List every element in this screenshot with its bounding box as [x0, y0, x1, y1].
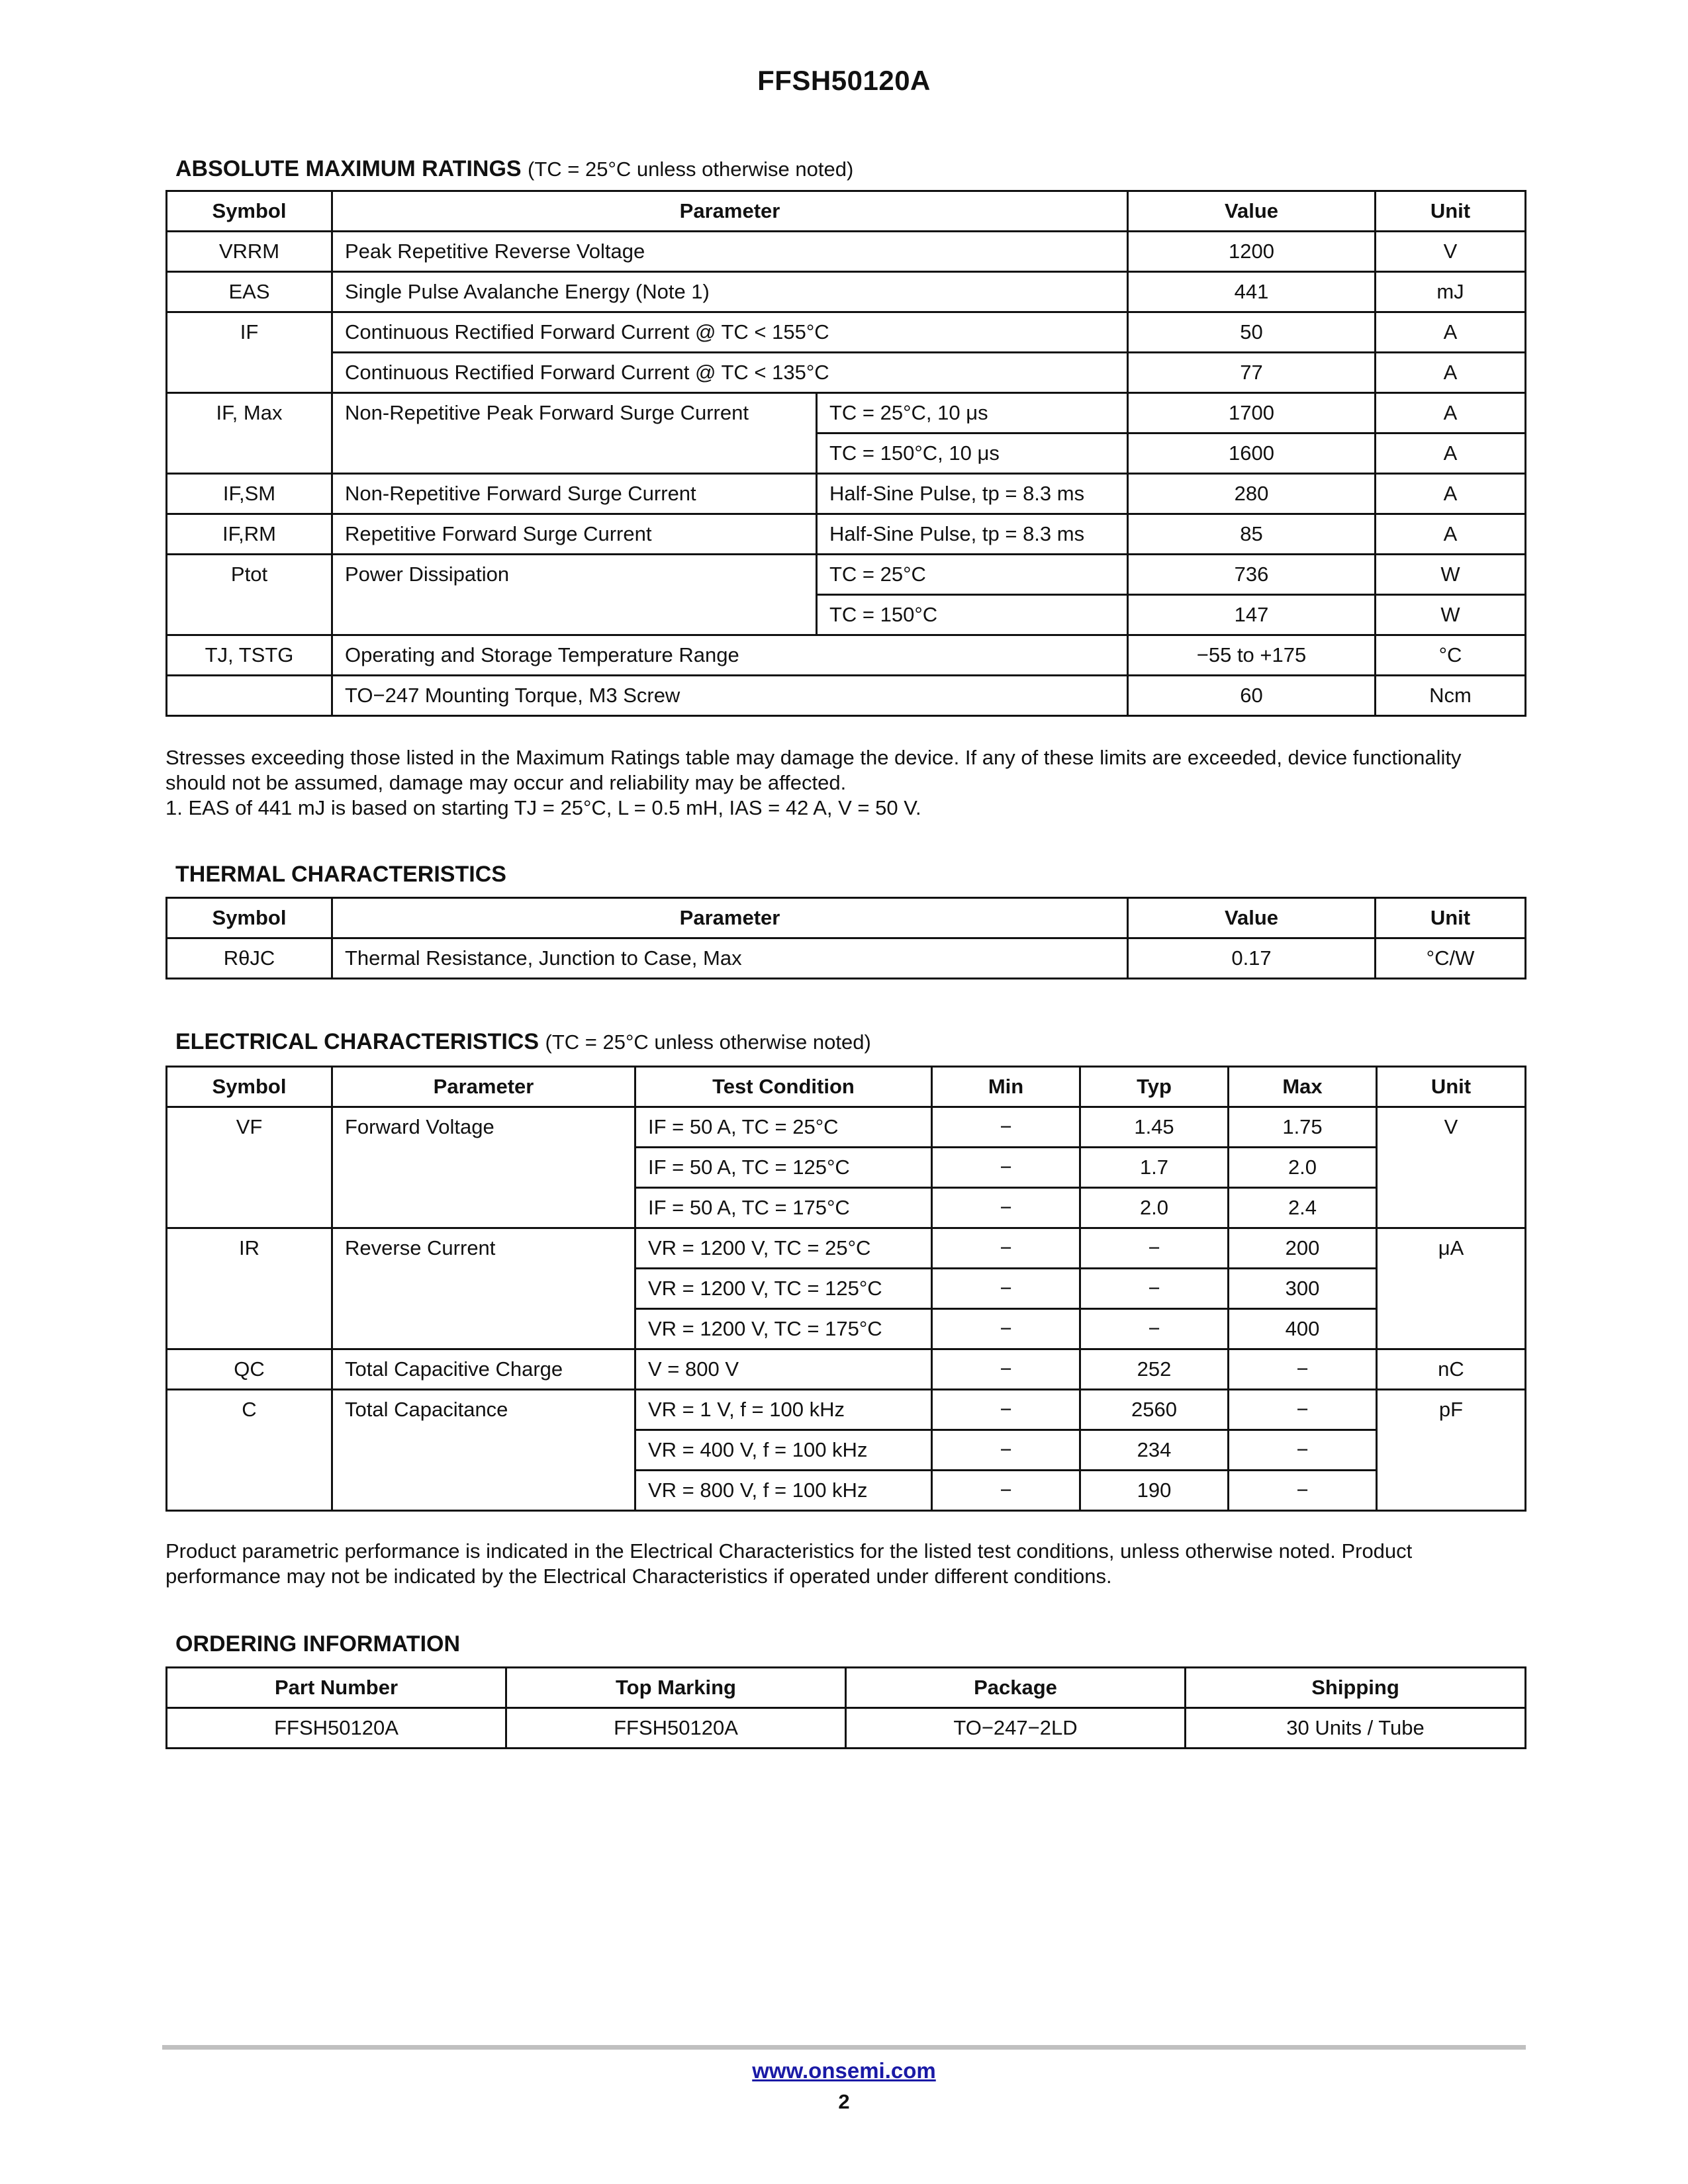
- col-header-symbol: Symbol: [167, 191, 332, 232]
- unit-cell: A: [1376, 312, 1526, 353]
- table-row: [167, 635, 1526, 676]
- min-cell: −: [932, 1188, 1080, 1228]
- unit-cell: μA: [1377, 1228, 1526, 1349]
- stress-note: Stresses exceeding those listed in the Maximum Ratings table may damage the device. If any of these limits are exceeded, device functionality should not be assumed, damage may occur and reliability may be affected.: [165, 746, 1462, 794]
- part-number-cell: FFSH50120A: [167, 1708, 506, 1749]
- symbol-cell: IF,RM: [167, 514, 332, 555]
- condition-cell: IF = 50 A, TC = 175°C: [635, 1188, 932, 1228]
- absolute-max-title: ABSOLUTE MAXIMUM RATINGS: [175, 156, 522, 181]
- unit-cell: W: [1376, 555, 1526, 595]
- ordering-heading: ORDERING INFORMATION: [175, 1631, 461, 1657]
- unit-cell: V: [1377, 1107, 1526, 1228]
- table-row: [167, 272, 1526, 312]
- footer-divider: [162, 2045, 1526, 2050]
- symbol-cell: TJ, TSTG: [167, 635, 332, 676]
- symbol-cell: C: [167, 1390, 332, 1511]
- value-cell: 0.17: [1128, 938, 1376, 979]
- ordering-table: [165, 1666, 1526, 1749]
- min-cell: −: [932, 1390, 1080, 1430]
- unit-cell: pF: [1377, 1390, 1526, 1511]
- condition-cell: TC = 25°C, 10 μs: [817, 393, 1128, 433]
- unit-cell: mJ: [1376, 272, 1526, 312]
- symbol-cell: IF: [167, 312, 332, 393]
- value-cell: 60: [1128, 676, 1376, 716]
- symbol-cell: IF,SM: [167, 474, 332, 514]
- table-row: [167, 393, 1526, 433]
- parameter-cell: Power Dissipation: [332, 555, 817, 635]
- electrical-title: ELECTRICAL CHARACTERISTICS: [175, 1029, 539, 1054]
- parameter-cell: Forward Voltage: [332, 1107, 635, 1228]
- symbol-cell: EAS: [167, 272, 332, 312]
- unit-cell: V: [1376, 232, 1526, 272]
- unit-cell: W: [1376, 595, 1526, 635]
- min-cell: −: [932, 1430, 1080, 1471]
- electrical-table: [165, 1066, 1526, 1512]
- unit-cell: nC: [1377, 1349, 1526, 1390]
- typ-cell: −: [1080, 1228, 1229, 1269]
- col-header-value: Value: [1128, 898, 1376, 938]
- condition-cell: TC = 150°C, 10 μs: [817, 433, 1128, 474]
- electrical-note: Product parametric performance is indicated in the Electrical Characteristics for the listed test conditions, unless otherwise noted. Product performance may not be indicated by the Electrical Characteristics if operated under different conditions.: [165, 1539, 1413, 1588]
- table-row: [167, 1708, 1526, 1749]
- col-header-shipping: Shipping: [1186, 1668, 1526, 1708]
- website-link[interactable]: www.onsemi.com: [752, 2058, 936, 2083]
- unit-cell: A: [1376, 474, 1526, 514]
- typ-cell: 1.7: [1080, 1148, 1229, 1188]
- condition-cell: VR = 1200 V, TC = 175°C: [635, 1309, 932, 1349]
- table-row: [167, 1349, 1526, 1390]
- condition-cell: VR = 1200 V, TC = 25°C: [635, 1228, 932, 1269]
- col-header-unit: Unit: [1376, 898, 1526, 938]
- max-cell: 300: [1229, 1269, 1377, 1309]
- condition-cell: V = 800 V: [635, 1349, 932, 1390]
- col-header-unit: Unit: [1376, 191, 1526, 232]
- unit-cell: A: [1376, 393, 1526, 433]
- value-cell: 85: [1128, 514, 1376, 555]
- condition-cell: Half-Sine Pulse, tp = 8.3 ms: [817, 474, 1128, 514]
- symbol-cell: IR: [167, 1228, 332, 1349]
- parameter-cell: Operating and Storage Temperature Range: [332, 635, 1128, 676]
- condition-cell: VR = 1200 V, TC = 125°C: [635, 1269, 932, 1309]
- symbol-cell: [167, 676, 332, 716]
- page-number: 2: [838, 2090, 850, 2113]
- table-row: [167, 474, 1526, 514]
- condition-cell: TC = 150°C: [817, 595, 1128, 635]
- condition-cell: Half-Sine Pulse, tp = 8.3 ms: [817, 514, 1128, 555]
- max-cell: 2.0: [1229, 1148, 1377, 1188]
- value-cell: 50: [1128, 312, 1376, 353]
- value-cell: −55 to +175: [1128, 635, 1376, 676]
- symbol-cell: Ptot: [167, 555, 332, 635]
- table-row: [167, 232, 1526, 272]
- max-cell: −: [1229, 1390, 1377, 1430]
- col-header-top-marking: Top Marking: [506, 1668, 846, 1708]
- min-cell: −: [932, 1269, 1080, 1309]
- unit-cell: A: [1376, 353, 1526, 393]
- symbol-cell: QC: [167, 1349, 332, 1390]
- table-row: [167, 514, 1526, 555]
- max-cell: 200: [1229, 1228, 1377, 1269]
- table-header-row: [167, 898, 1526, 938]
- absolute-max-table: [165, 190, 1526, 717]
- parameter-cell: Continuous Rectified Forward Current @ TC < 135°C: [332, 353, 1128, 393]
- col-header-typ: Typ: [1080, 1067, 1229, 1107]
- min-cell: −: [932, 1148, 1080, 1188]
- typ-cell: 190: [1080, 1471, 1229, 1511]
- unit-cell: A: [1376, 433, 1526, 474]
- parameter-cell: Total Capacitive Charge: [332, 1349, 635, 1390]
- value-cell: 1600: [1128, 433, 1376, 474]
- table-row: [167, 938, 1526, 979]
- electrical-heading: [175, 1029, 871, 1055]
- col-header-parameter: Parameter: [332, 191, 1128, 232]
- typ-cell: −: [1080, 1269, 1229, 1309]
- condition-cell: VR = 1 V, f = 100 kHz: [635, 1390, 932, 1430]
- parameter-cell: TO−247 Mounting Torque, M3 Screw: [332, 676, 1128, 716]
- unit-cell: A: [1376, 514, 1526, 555]
- typ-cell: 2.0: [1080, 1188, 1229, 1228]
- value-cell: 77: [1128, 353, 1376, 393]
- max-cell: 1.75: [1229, 1107, 1377, 1148]
- parameter-cell: Thermal Resistance, Junction to Case, Max: [332, 938, 1128, 979]
- max-cell: −: [1229, 1349, 1377, 1390]
- value-cell: 280: [1128, 474, 1376, 514]
- unit-cell: Ncm: [1376, 676, 1526, 716]
- table-header-row: [167, 1067, 1526, 1107]
- col-header-package: Package: [846, 1668, 1186, 1708]
- table-header-row: [167, 1668, 1526, 1708]
- parameter-cell: Total Capacitance: [332, 1390, 635, 1511]
- typ-cell: 2560: [1080, 1390, 1229, 1430]
- parameter-cell: Single Pulse Avalanche Energy (Note 1): [332, 272, 1128, 312]
- shipping-cell: 30 Units / Tube: [1186, 1708, 1526, 1749]
- page-title: FFSH50120A: [757, 65, 931, 96]
- typ-cell: 234: [1080, 1430, 1229, 1471]
- col-header-unit: Unit: [1377, 1067, 1526, 1107]
- col-header-part-number: Part Number: [167, 1668, 506, 1708]
- col-header-symbol: Symbol: [167, 898, 332, 938]
- col-header-max: Max: [1229, 1067, 1377, 1107]
- symbol-cell: RθJC: [167, 938, 332, 979]
- unit-cell: °C/W: [1376, 938, 1526, 979]
- typ-cell: 252: [1080, 1349, 1229, 1390]
- min-cell: −: [932, 1471, 1080, 1511]
- parameter-cell: Repetitive Forward Surge Current: [332, 514, 817, 555]
- col-header-min: Min: [932, 1067, 1080, 1107]
- footnote: 1. EAS of 441 mJ is based on starting TJ = 25°C, L = 0.5 mH, IAS = 42 A, V = 50 V.: [165, 796, 921, 819]
- parameter-cell: Non-Repetitive Forward Surge Current: [332, 474, 817, 514]
- max-cell: 400: [1229, 1309, 1377, 1349]
- min-cell: −: [932, 1349, 1080, 1390]
- min-cell: −: [932, 1309, 1080, 1349]
- table-row: [167, 1228, 1526, 1269]
- min-cell: −: [932, 1107, 1080, 1148]
- value-cell: 441: [1128, 272, 1376, 312]
- table-row: [167, 555, 1526, 595]
- typ-cell: 1.45: [1080, 1107, 1229, 1148]
- thermal-heading: THERMAL CHARACTERISTICS: [175, 862, 506, 887]
- condition-cell: TC = 25°C: [817, 555, 1128, 595]
- condition-cell: VR = 800 V, f = 100 kHz: [635, 1471, 932, 1511]
- table-row: [167, 1390, 1526, 1430]
- symbol-cell: VF: [167, 1107, 332, 1228]
- col-header-parameter: Parameter: [332, 1067, 635, 1107]
- max-cell: −: [1229, 1471, 1377, 1511]
- col-header-test-condition: Test Condition: [635, 1067, 932, 1107]
- table-row: [167, 676, 1526, 716]
- col-header-parameter: Parameter: [332, 898, 1128, 938]
- thermal-table: [165, 897, 1526, 979]
- max-cell: −: [1229, 1430, 1377, 1471]
- absolute-max-condition: (TC = 25°C unless otherwise noted): [528, 158, 854, 181]
- value-cell: 1200: [1128, 232, 1376, 272]
- value-cell: 736: [1128, 555, 1376, 595]
- table-row: [167, 1107, 1526, 1148]
- min-cell: −: [932, 1228, 1080, 1269]
- top-marking-cell: FFSH50120A: [506, 1708, 846, 1749]
- col-header-value: Value: [1128, 191, 1376, 232]
- symbol-cell: IF, Max: [167, 393, 332, 474]
- symbol-cell: VRRM: [167, 232, 332, 272]
- condition-cell: IF = 50 A, TC = 25°C: [635, 1107, 932, 1148]
- table-header-row: [167, 191, 1526, 232]
- package-cell: TO−247−2LD: [846, 1708, 1186, 1749]
- unit-cell: °C: [1376, 635, 1526, 676]
- value-cell: 147: [1128, 595, 1376, 635]
- electrical-condition: (TC = 25°C unless otherwise noted): [545, 1030, 871, 1054]
- typ-cell: −: [1080, 1309, 1229, 1349]
- parameter-cell: Non-Repetitive Peak Forward Surge Current: [332, 393, 817, 474]
- parameter-cell: Reverse Current: [332, 1228, 635, 1349]
- table-row: [167, 353, 1526, 393]
- condition-cell: IF = 50 A, TC = 125°C: [635, 1148, 932, 1188]
- col-header-symbol: Symbol: [167, 1067, 332, 1107]
- parameter-cell: Continuous Rectified Forward Current @ TC < 155°C: [332, 312, 1128, 353]
- table-row: [167, 312, 1526, 353]
- max-cell: 2.4: [1229, 1188, 1377, 1228]
- value-cell: 1700: [1128, 393, 1376, 433]
- condition-cell: VR = 400 V, f = 100 kHz: [635, 1430, 932, 1471]
- parameter-cell: Peak Repetitive Reverse Voltage: [332, 232, 1128, 272]
- absolute-max-heading: [175, 156, 853, 182]
